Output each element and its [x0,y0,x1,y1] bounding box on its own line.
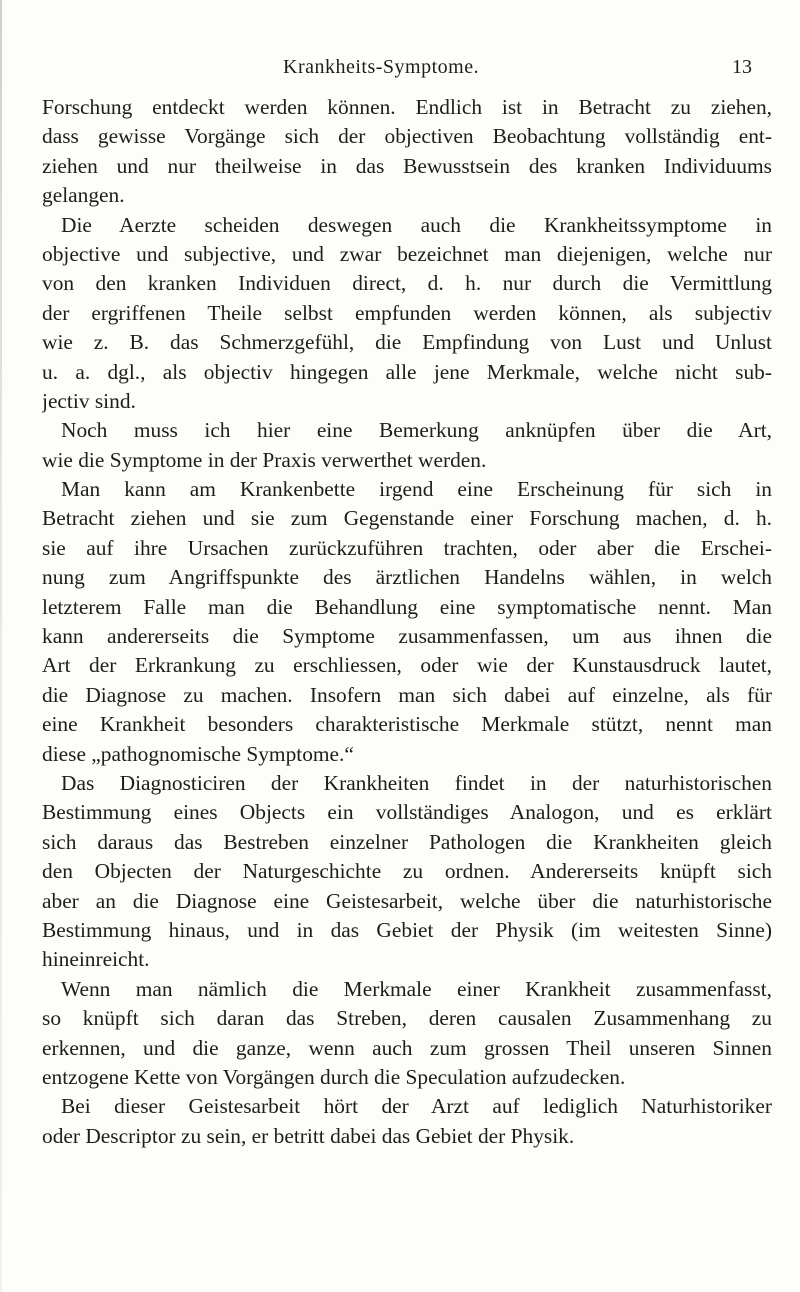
text-line: sie auf ihre Ursachen zurückzuführen trachten, oder aber die Erschei- [42,535,772,560]
text-line: hineinreicht. [42,947,150,972]
body-text [42,93,772,1151]
text-line: gelangen. [42,183,125,208]
text-line: jectiv sind. [42,388,136,413]
text-line: nung zum Angriffspunkte des ärztlichen Handelns wählen, in welch [42,565,772,590]
text-line: Bestimmung eines Objects ein vollständiges Analogon, und es erklärt [42,800,772,825]
text-line: von den kranken Individuen direct, d. h. nur durch die Vermittlung [42,271,772,296]
text-line: Bei dieser Geistesarbeit hört der Arzt auf lediglich Naturhistoriker [61,1094,772,1119]
text-line: Wenn man nämlich die Merkmale einer Krankheit zusammenfasst, [61,976,772,1001]
text-line: ziehen und nur theilweise in das Bewusstsein des kranken Individuums [42,153,772,178]
text-line: sich daraus das Bestreben einzelner Pathologen die Krankheiten gleich [42,829,772,854]
text-line: Forschung entdeckt werden können. Endlich ist in Betracht zu ziehen, [42,95,772,119]
text-line: Bestimmung hinaus, und in das Gebiet der Physik (im weitesten Sinne) [42,917,772,942]
text-line: Art der Erkrankung zu erschliessen, oder wie der Kunstausdruck lautet, [42,653,772,678]
text-line: dass gewisse Vorgänge sich der objectiven Beobachtung vollständig ent- [42,124,772,149]
text-line: Noch muss ich hier eine Bemerkung anknüpfen über die Art, [61,418,772,443]
text-line: wie die Symptome in der Praxis verwerthet werden. [42,447,487,472]
running-title: Krankheits-Symptome. [283,56,480,78]
text-line: u. a. dgl., als objectiv hingegen alle jene Merkmale, welche nicht sub- [42,359,772,384]
text-line: eine Krankheit besonders charakteristische Merkmale stützt, nennt man [42,712,772,737]
page-header [0,56,800,86]
text-line: letzterem Falle man die Behandlung eine symptomatische nennt. Man [42,594,772,619]
text-line: wie z. B. das Schmerzgefühl, die Empfindung von Lust und Unlust [42,330,772,355]
text-line: erkennen, und die ganze, wenn auch zum grossen Theil unseren Sinnen [42,1035,772,1060]
text-line: kann andererseits die Symptome zusammenfassen, um aus ihnen die [42,624,772,649]
text-line: objective und subjective, und zwar bezeichnet man diejenigen, welche nur [42,241,772,266]
text-line: aber an die Diagnose eine Geistesarbeit, welche über die naturhistorische [42,888,772,913]
text-line: diese „pathognomische Symptome.“ [42,741,354,766]
text-line: Betracht ziehen und sie zum Gegenstande einer Forschung machen, d. h. [42,506,772,531]
text-line: der ergriffenen Theile selbst empfunden werden können, als subjectiv [42,300,772,325]
page-edge-shadow [0,0,2,1292]
text-line: Man kann am Krankenbette irgend eine Erscheinung für sich in [61,477,772,502]
text-line: den Objecten der Naturgeschichte zu ordnen. Andererseits knüpft sich [42,859,772,884]
text-line: oder Descriptor zu sein, er betritt dabei das Gebiet der Physik. [42,1123,575,1148]
text-line: so knüpft sich daran das Streben, deren causalen Zusammenhang zu [42,1006,772,1031]
page-number: 13 [732,56,752,78]
text-line: die Diagnose zu machen. Insofern man sich dabei auf einzelne, als für [42,682,772,707]
text-line: entzogene Kette von Vorgängen durch die Speculation aufzudecken. [42,1064,626,1089]
text-line: Das Diagnosticiren der Krankheiten findet in der naturhistorischen [61,770,772,795]
text-line: Die Aerzte scheiden deswegen auch die Krankheitssymptome in [61,212,772,237]
